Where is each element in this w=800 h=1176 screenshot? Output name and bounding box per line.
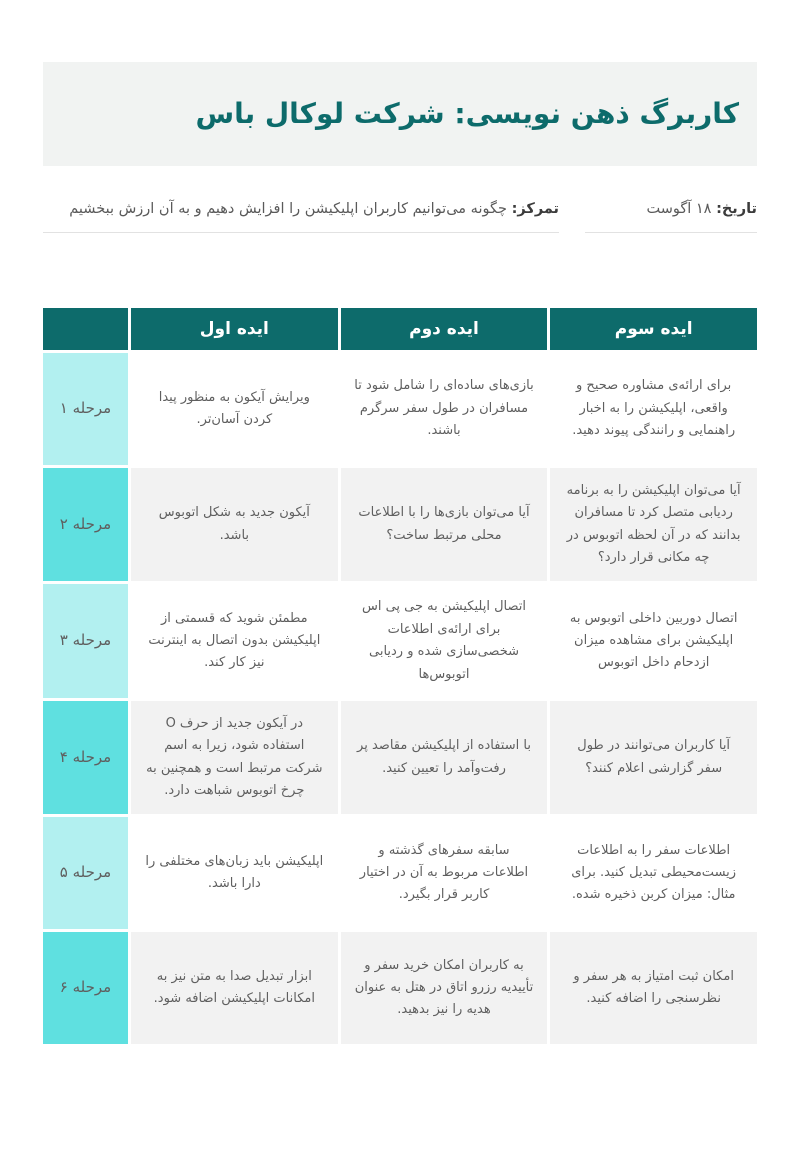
table-row: [43, 468, 757, 581]
table-header-row: [43, 308, 757, 350]
cell-idea-3: امکان ثبت امتیاز به هر سفر و نظرسنجی را اضافه کنید.: [550, 932, 757, 1044]
cell-idea-1: ویرایش آیکون به منظور پیدا کردن آسان‌تر.: [131, 353, 338, 465]
date-value: ۱۸ آگوست: [646, 201, 712, 217]
focus-line: [43, 196, 559, 223]
focus-value: چگونه می‌توانیم کاربران اپلیکیشن را افزایش دهیم و به آن ارزش ببخشیم: [69, 201, 507, 217]
cell-idea-1: مطمئن شوید که قسمتی از اپلیکیشن بدون اتصال به اینترنت نیز کار کند.: [131, 584, 338, 697]
cell-stage-label: مرحله ۴: [43, 701, 128, 814]
cell-idea-3: اتصال دوربین داخلی اتوبوس به اپلیکیشن برای مشاهده میزان ازدحام داخل اتوبوس: [550, 584, 757, 697]
cell-idea-1: در آیکون جدید از حرف O استفاده شود، زیرا به اسم شرکت مرتبط است و همچنین به چرخ اتوبوس شباهت دارد.: [131, 701, 338, 814]
cell-stage-label: مرحله ۲: [43, 468, 128, 581]
cell-idea-1: ابزار تبدیل صدا به متن نیز به امکانات اپلیکیشن اضافه شود.: [131, 932, 338, 1044]
brainwriting-table: [43, 308, 757, 1047]
date-label: تاریخ:: [716, 201, 757, 217]
column-header-idea-3: ایده سوم: [550, 308, 757, 350]
cell-idea-3: آیا می‌توان اپلیکیشن را به برنامه ردیابی متصل کرد تا مسافران بدانند که در آن لحظه اتوبوس در چه مکانی قرار دارد؟: [550, 468, 757, 581]
cell-stage-label: مرحله ۳: [43, 584, 128, 697]
title-band: [43, 62, 757, 166]
cell-idea-1: آیکون جدید به شکل اتوبوس باشد.: [131, 468, 338, 581]
table-row: [43, 932, 757, 1044]
date-field: [585, 196, 757, 233]
cell-idea-3: اطلاعات سفر را به اطلاعات زیست‌محیطی تبدیل کنید. برای مثال: میزان کربن ذخیره شده.: [550, 817, 757, 929]
meta-row: [43, 196, 757, 233]
table-row: [43, 353, 757, 465]
cell-idea-2: اتصال اپلیکیشن به جی پی اس برای ارائه‌ی اطلاعات شخصی‌سازی شده و ردیابی اتوبوس‌ها: [341, 584, 548, 697]
column-header-idea-1: ایده اول: [131, 308, 338, 350]
date-line: [585, 196, 757, 223]
cell-idea-1: اپلیکیشن باید زبان‌های مختلفی را دارا باشد.: [131, 817, 338, 929]
cell-idea-2: به کاربران امکان خرید سفر و تأییدیه رزرو اتاق در هتل به عنوان هدیه را نیز بدهید.: [341, 932, 548, 1044]
focus-label: تمرکز:: [511, 201, 559, 217]
table-row: [43, 817, 757, 929]
cell-idea-3: برای ارائه‌ی مشاوره صحیح و واقعی، اپلیکیشن را به اخبار راهنمایی و رانندگی پیوند دهید.: [550, 353, 757, 465]
cell-stage-label: مرحله ۵: [43, 817, 128, 929]
table-row: [43, 701, 757, 814]
column-header-stage: [43, 308, 128, 350]
cell-idea-2: آیا می‌توان بازی‌ها را با اطلاعات محلی مرتبط ساخت؟: [341, 468, 548, 581]
column-header-idea-2: ایده دوم: [341, 308, 548, 350]
table-row: [43, 584, 757, 697]
cell-stage-label: مرحله ۱: [43, 353, 128, 465]
cell-idea-2: سابقه سفرهای گذشته و اطلاعات مربوط به آن در اختیار کاربر قرار بگیرد.: [341, 817, 548, 929]
focus-field: [43, 196, 559, 233]
cell-idea-3: آیا کاربران می‌توانند در طول سفر گزارشی اعلام کنند؟: [550, 701, 757, 814]
cell-idea-2: با استفاده از اپلیکیشن مقاصد پر رفت‌وآمد را تعیین کنید.: [341, 701, 548, 814]
cell-idea-2: بازی‌های ساده‌ای را شامل شود تا مسافران در طول سفر سرگرم باشند.: [341, 353, 548, 465]
cell-stage-label: مرحله ۶: [43, 932, 128, 1044]
page-title: کاربرگ ذهن نویسی: شرکت لوکال باس: [195, 97, 739, 131]
